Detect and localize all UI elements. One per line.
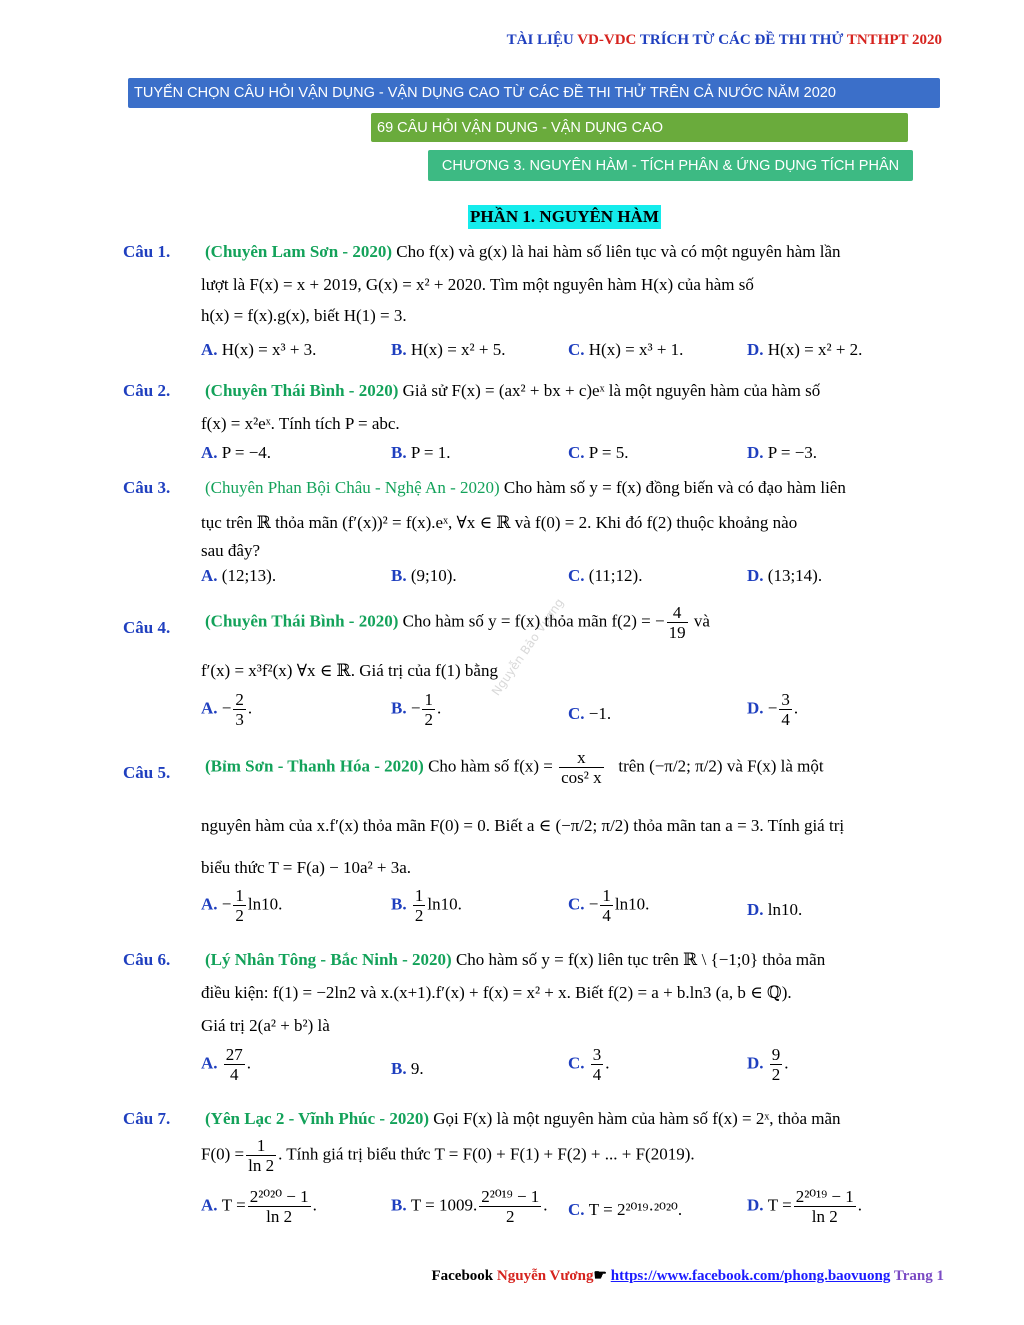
option-text: −1. — [588, 704, 612, 723]
facebook-link[interactable]: https://www.facebook.com/phong.baovuong — [610, 1268, 891, 1284]
interval: (−π/2; π/2) — [555, 816, 629, 835]
option-b: B. H(x) = x² + 5. — [391, 340, 506, 359]
option-b: B. T = 1009. $\frac{\text{2²⁰¹⁹ − 1}}{2}$ . — [391, 1187, 548, 1226]
question-number: Câu 3. — [123, 478, 171, 497]
text: thỏa mãn tan a = 3. Tính giá trị — [633, 816, 845, 835]
fraction — [413, 886, 426, 925]
text: và — [689, 611, 710, 631]
option-b: B. 9. — [391, 1059, 424, 1078]
option-text: T = — [767, 1195, 792, 1215]
option-text: H(x) = x² + 5. — [410, 340, 506, 359]
header-text: TÀI LIỆU — [506, 32, 578, 48]
numerator: 4 — [667, 603, 688, 623]
text: Cho hàm số y = f(x) thỏa mãn f(2) = − — [398, 611, 665, 631]
option-c: C. T = 2²⁰¹⁹·²⁰²⁰. — [568, 1200, 683, 1219]
question-source: (Lý Nhân Tông - Bắc Ninh - 2020) — [205, 950, 452, 969]
text: Giả sử F(x) = (ax² + bx + c)eˣ là một nguyên hàm của hàm số — [398, 381, 821, 400]
numerator: 3 — [781, 690, 790, 709]
fraction — [479, 1187, 541, 1226]
numerator: 1 — [602, 886, 611, 905]
option-c: C. H(x) = x³ + 1. — [568, 340, 684, 359]
option-c: C. (11;12). — [568, 566, 643, 585]
fraction — [248, 1187, 311, 1226]
question-number: Câu 6. — [123, 950, 171, 969]
question-text — [201, 1136, 695, 1175]
option-text: (13;14). — [767, 566, 823, 585]
option-text: P = −4. — [221, 443, 272, 462]
denominator: 3 — [235, 710, 244, 729]
denominator: 4 — [602, 906, 611, 925]
denominator: 2 — [506, 1207, 515, 1226]
option-d: D. P = −3. — [747, 443, 818, 462]
option-d: D. ln10. — [747, 900, 803, 919]
pointing-hand-icon: ☛ — [593, 1268, 611, 1284]
question-source: (Chuyên Lam Sơn - 2020) — [205, 242, 392, 261]
option-a: A. − $\frac{1}{2}$ ln10. — [201, 886, 283, 925]
section-title: PHẦN 1. NGUYÊN HÀM — [468, 205, 661, 229]
banner-count: 69 CÂU HỎI VẬN DỤNG - VẬN DỤNG CAO — [371, 113, 908, 142]
numerator: 1 — [414, 886, 424, 905]
question-text — [205, 1109, 841, 1129]
option-text: ln10. — [767, 900, 803, 919]
watermark: Nguyễn Bảo Vương — [488, 595, 567, 699]
author-name: Nguyễn Vương — [496, 1268, 594, 1284]
option-text: 9. — [410, 1059, 424, 1078]
question-text: Giá trị 2(a² + b²) là — [201, 1016, 330, 1035]
text: Cho hàm số f(x) = — [423, 756, 553, 776]
fraction — [770, 1045, 783, 1084]
question-text: f′(x) = x³f²(x) ∀x ∈ ℝ. Giá trị của f(1) bằng — [201, 661, 498, 680]
option-a: A. T = $\frac{\text{2²⁰²⁰ − 1}}{\ln 2}$ . — [201, 1187, 317, 1226]
question-number: Câu 1. — [123, 242, 171, 261]
denominator: cos² x — [561, 768, 602, 787]
denominator: 2 — [235, 906, 244, 925]
option-d: D. H(x) = x² + 2. — [747, 340, 863, 359]
question-text: điều kiện: f(1) = −2ln2 và x.(x+1).f′(x) + f(x) = x² + x. Biết f(2) = a + b.ln3 (a, b ∈ ℚ). — [201, 983, 792, 1002]
option-a: A. (12;13). — [201, 566, 277, 585]
header-highlight: VD-VDC — [577, 32, 637, 48]
option-d: D. T = $\frac{\text{2²⁰¹⁹ − 1}}{\ln 2}$ . — [747, 1187, 862, 1226]
question-text — [205, 381, 820, 401]
text: Cho hàm số y = f(x) đồng biến và có đạo hàm liên — [499, 478, 846, 497]
numerator: x — [559, 748, 604, 768]
text: và F(x) là một — [726, 756, 824, 776]
numerator: 1 — [424, 690, 433, 709]
text: F(0) = — [201, 1144, 245, 1164]
question-source: (Chuyên Phan Bội Châu - Nghệ An - 2020) — [205, 478, 500, 497]
option-text: P = 1. — [410, 443, 451, 462]
option-text: ln10. — [427, 894, 462, 914]
question-number: Câu 4. — [123, 618, 171, 637]
denominator: 4 — [781, 710, 790, 729]
banner-chapter: CHƯƠNG 3. NGUYÊN HÀM - TÍCH PHÂN & ỨNG DỤNG TÍCH PHÂN — [428, 150, 913, 181]
denominator: 2 — [414, 906, 424, 925]
numerator: 1 — [235, 886, 244, 905]
denominator: ln 2 — [811, 1207, 838, 1226]
text: . Tính giá trị biểu thức T = F(0) + F(1) + F(2) + ... + F(2019). — [278, 1144, 695, 1164]
option-text: T = 2²⁰¹⁹·²⁰²⁰. — [588, 1200, 683, 1219]
numerator: 2 — [235, 690, 244, 709]
numerator: 3 — [592, 1045, 602, 1064]
option-a: A. $\frac{27}{4}$ . — [201, 1045, 252, 1084]
question-number: Câu 2. — [123, 381, 171, 400]
numerator: 1 — [246, 1136, 276, 1156]
option-text: H(x) = x³ + 3. — [221, 340, 317, 359]
question-text — [205, 748, 824, 787]
option-d: D. − $\frac{3}{4}$ . — [747, 690, 799, 729]
denominator: ln 2 — [266, 1207, 293, 1226]
fraction — [559, 748, 604, 787]
text: Gọi F(x) là một nguyên hàm của hàm số f(x) = 2ˣ, thỏa mãn — [429, 1109, 841, 1128]
numerator: 2²⁰²⁰ − 1 — [249, 1187, 309, 1206]
fraction — [779, 690, 792, 729]
question-source: (Bỉm Sơn - Thanh Hóa - 2020) — [205, 756, 424, 776]
question-text: f(x) = x²eˣ. Tính tích P = abc. — [201, 414, 400, 433]
question-number: Câu 5. — [123, 763, 171, 782]
option-text: T = 1009. — [410, 1195, 478, 1215]
fraction — [224, 1045, 245, 1084]
question-source: (Chuyên Thái Bình - 2020) — [205, 611, 399, 631]
option-c: C. − $\frac{1}{4}$ ln10. — [568, 886, 650, 925]
option-d: D. (13;14). — [747, 566, 823, 585]
page-number: Trang 1 — [890, 1268, 944, 1284]
option-c: C. P = 5. — [568, 443, 629, 462]
question-text: biểu thức T = F(a) − 10a² + 3a. — [201, 858, 412, 877]
numerator: 2²⁰¹⁹ − 1 — [795, 1187, 854, 1206]
question-text — [201, 816, 844, 836]
text: Cho f(x) và g(x) là hai hàm số liên tục và có một nguyên hàm lần — [392, 242, 841, 261]
option-text: ln10. — [614, 894, 650, 914]
denominator: 2 — [424, 710, 433, 729]
denominator: 4 — [230, 1065, 239, 1084]
fraction — [233, 886, 246, 925]
fraction — [667, 603, 688, 642]
option-b: B. P = 1. — [391, 443, 451, 462]
option-text: (9;10). — [410, 566, 457, 585]
document-header — [507, 32, 942, 49]
banner-collection: TUYỂN CHỌN CÂU HỎI VẬN DỤNG - VẬN DỤNG CAO TỪ CÁC ĐỀ THI THỬ TRÊN CẢ NƯỚC NĂM 2020 — [128, 78, 940, 108]
question-text: tục trên ℝ thỏa mãn (f′(x))² = f(x).eˣ, ∀x ∈ ℝ và f(0) = 2. Khi đó f(2) thuộc khoảng nào — [201, 513, 798, 532]
option-d: D. $\frac{9}{2}$ . — [747, 1045, 789, 1084]
option-text: T = — [221, 1195, 246, 1215]
text: trên — [618, 756, 645, 776]
page-footer — [431, 1266, 944, 1285]
option-a: A. P = −4. — [201, 443, 272, 462]
option-text: P = 5. — [588, 443, 629, 462]
interval: (−π/2; π/2) — [649, 756, 723, 776]
question-text — [205, 603, 710, 642]
text: Cho hàm số y = f(x) liên tục trên ℝ \ {−1;0} thỏa mãn — [451, 950, 826, 969]
question-number: Câu 7. — [123, 1109, 171, 1128]
option-text: H(x) = x³ + 1. — [588, 340, 684, 359]
numerator: 2²⁰¹⁹ − 1 — [481, 1187, 540, 1206]
denominator: 2 — [771, 1065, 781, 1084]
numerator: 27 — [225, 1045, 243, 1064]
option-text: ln10. — [247, 894, 283, 914]
option-a: A. − $\frac{2}{3}$ . — [201, 690, 253, 729]
question-text — [205, 478, 846, 498]
numerator: 9 — [771, 1045, 781, 1064]
question-source: (Chuyên Thái Bình - 2020) — [205, 381, 399, 400]
fraction — [422, 690, 435, 729]
header-highlight: TNTHPT 2020 — [846, 32, 942, 48]
question-source: (Yên Lạc 2 - Vĩnh Phúc - 2020) — [205, 1109, 429, 1128]
fraction — [600, 886, 613, 925]
question-text — [205, 242, 841, 262]
question-text — [205, 950, 825, 970]
denominator: 4 — [592, 1065, 602, 1084]
denominator: 19 — [668, 623, 686, 642]
option-text: P = −3. — [767, 443, 818, 462]
option-b: B. (9;10). — [391, 566, 457, 585]
denominator: ln 2 — [248, 1156, 275, 1175]
fraction — [233, 690, 246, 729]
header-text: TRÍCH TỪ CÁC ĐỀ THI THỬ — [636, 32, 847, 48]
option-c: C. −1. — [568, 704, 612, 723]
footer-label: Facebook — [431, 1268, 497, 1284]
option-c: C. $\frac{3}{4}$ . — [568, 1045, 610, 1084]
option-a: A. H(x) = x³ + 3. — [201, 340, 317, 359]
option-text: (12;13). — [221, 566, 277, 585]
option-b: B. − $\frac{1}{2}$ . — [391, 690, 442, 729]
question-text: lượt là F(x) = x + 2019, G(x) = x² + 2020. Tìm một nguyên hàm H(x) của hàm số — [201, 275, 754, 294]
fraction — [246, 1136, 276, 1175]
question-text: sau đây? — [201, 541, 261, 560]
option-text: H(x) = x² + 2. — [767, 340, 863, 359]
fraction — [591, 1045, 604, 1084]
option-b: B. $\frac{1}{2}$ ln10. — [391, 886, 462, 925]
fraction — [794, 1187, 856, 1226]
option-text: (11;12). — [588, 566, 643, 585]
text: nguyên hàm của x.f′(x) thỏa mãn F(0) = 0. Biết a ∈ — [201, 816, 552, 835]
question-text: h(x) = f(x).g(x), biết H(1) = 3. — [201, 306, 407, 325]
